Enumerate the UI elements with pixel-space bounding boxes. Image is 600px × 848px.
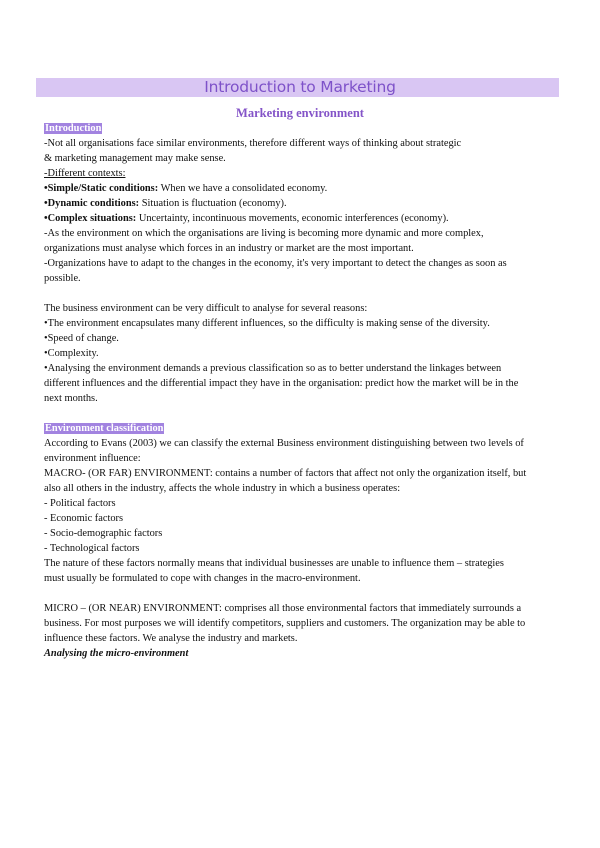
list-item: •Speed of change. [44, 333, 119, 344]
list-item: - Economic factors [44, 513, 124, 524]
paragraph-line: also all others in the industry, affects the whole industry in which a business operates: [44, 483, 401, 494]
page-subtitle: Marketing environment [236, 106, 364, 120]
document-body [44, 121, 564, 661]
list-item: •The environment encapsulates many different influences, so the difficulty is making sense of the diversity. [44, 318, 490, 329]
paragraph-line: influence these factors. We analyse the industry and markets. [44, 633, 298, 644]
paragraph-line: environment influence: [44, 453, 141, 464]
paragraph-line: next months. [44, 393, 98, 404]
dynamic-label: •Dynamic conditions: [44, 198, 140, 209]
intro-paragraph: -Not all organisations face similar environments, therefore different ways of thinking about strategic [44, 138, 462, 149]
paragraph-line: must usually be formulated to cope with changes in the macro-environment. [44, 573, 361, 584]
simple-label: •Simple/Static conditions: [44, 183, 159, 194]
page-title: Introduction to Marketing [204, 78, 396, 96]
contexts-heading: -Different contexts: [44, 168, 126, 179]
intro-paragraph-cont: & marketing management may make sense. [44, 153, 226, 164]
list-item: - Socio-demographic factors [44, 528, 163, 539]
list-item [44, 181, 564, 196]
paragraph-line: -As the environment on which the organisations are living is becoming more dynamic and more complex, [44, 228, 484, 239]
paragraph-line: The nature of these factors normally means that individual businesses are unable to influence them – strategies [44, 558, 504, 569]
dynamic-text: Situation is fluctuation (economy). [139, 198, 287, 209]
paragraph-line: different influences and the differential impact they have in the organisation: predict how the market will be in the [44, 378, 519, 389]
list-item: •Complexity. [44, 348, 99, 359]
paragraph-line: The business environment can be very difficult to analyse for several reasons: [44, 303, 368, 314]
section-heading-environment-classification: Environment classification [45, 423, 164, 434]
paragraph-line: MACRO- (OR FAR) ENVIRONMENT: contains a number of factors that affect not only the organization itself, but [44, 468, 527, 479]
complex-text: Uncertainty, incontinuous movements, economic interferences (economy). [136, 213, 449, 224]
paragraph-line: possible. [44, 273, 81, 284]
micro-environment-heading: Analysing the micro-environment [44, 648, 189, 659]
paragraph-line: MICRO – (OR NEAR) ENVIRONMENT: comprises all those environmental factors that immediately surrounds a [44, 603, 522, 614]
paragraph-line: According to Evans (2003) we can classify the external Business environment distinguishing between two levels of [44, 438, 524, 449]
simple-text: When we have a consolidated economy. [158, 183, 328, 194]
list-item [44, 196, 564, 211]
list-item: - Technological factors [44, 543, 140, 554]
paragraph-line: organizations must analyse which forces in an industry or market are the most important. [44, 243, 414, 254]
complex-label: •Complex situations: [44, 213, 137, 224]
section-heading-introduction: Introduction [45, 123, 102, 134]
paragraph-line: business. For most purposes we will identify competitors, suppliers and customers. The organization may be able to [44, 618, 526, 629]
list-item [44, 211, 564, 226]
list-item: •Analysing the environment demands a previous classification so as to better understand the linkages between [44, 363, 502, 374]
list-item: - Political factors [44, 498, 116, 509]
paragraph-line: -Organizations have to adapt to the changes in the economy, it's very important to detect the changes as soon as [44, 258, 507, 269]
